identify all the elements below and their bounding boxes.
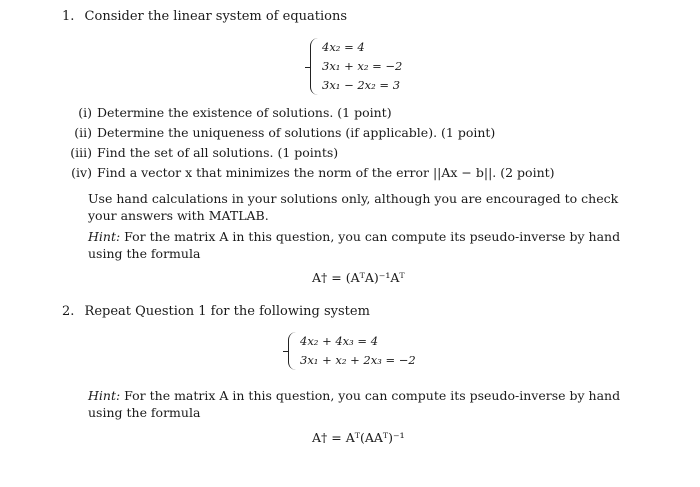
q1-system [310, 38, 402, 95]
q2-hint-label: Hint: [88, 388, 121, 403]
part-label: (ii) [74, 125, 92, 140]
q1-equation-1: 4x₂ = 4 [322, 40, 365, 54]
q1-hint-label: Hint: [88, 229, 121, 244]
q1-formula: A† = (AᵀA)⁻¹Aᵀ [312, 270, 405, 285]
q1-equation-3: 3x₁ − 2x₂ = 3 [322, 78, 401, 92]
q1-brace [310, 38, 318, 95]
part-text: Find the set of all solutions. (1 points) [97, 145, 339, 160]
q2-equation-1: 4x₂ + 4x₃ = 4 [300, 334, 379, 348]
part-label: (iii) [70, 145, 92, 160]
part-label: (iv) [71, 165, 92, 180]
q1-note: Use hand calculations in your solutions only, although you are encouraged to check your answers with MATLAB. [88, 191, 619, 223]
part-text: Determine the uniqueness of solutions (if applicable). (1 point) [97, 125, 496, 140]
q1-hint [88, 228, 648, 262]
q1-part-iv [66, 163, 555, 183]
q2-formula: A† = Aᵀ(AAᵀ)⁻¹ [312, 430, 405, 445]
part-text: Determine the existence of solutions. (1 point) [97, 105, 392, 120]
q2-brace [288, 332, 296, 370]
q1-equation-2: 3x₁ + x₂ = −2 [322, 59, 403, 73]
q2-number: 2. [62, 304, 75, 319]
q1-part-ii [66, 123, 555, 143]
q1-hint-text: For the matrix A in this question, you can compute its pseudo-inverse by hand using the formula [88, 229, 621, 261]
q2-text: Repeat Question 1 for the following system [84, 304, 370, 319]
q2-hint-text: For the matrix A in this question, you can compute its pseudo-inverse by hand using the formula [88, 388, 621, 420]
part-label: (i) [78, 105, 92, 120]
q1-part-iii [66, 143, 555, 163]
q1-text: Consider the linear system of equations [84, 9, 348, 24]
q2-equation-2: 3x₁ + x₂ + 2x₃ = −2 [300, 353, 416, 367]
part-text: Find a vector x that minimizes the norm of the error ||Ax − b||. (2 point) [97, 165, 555, 180]
q2-heading [62, 304, 370, 319]
q1-part-i [66, 103, 555, 123]
q1-number: 1. [62, 9, 75, 24]
q1-heading [62, 9, 347, 24]
q2-system [288, 332, 416, 370]
q2-hint [88, 387, 648, 421]
q1-parts [66, 103, 555, 183]
